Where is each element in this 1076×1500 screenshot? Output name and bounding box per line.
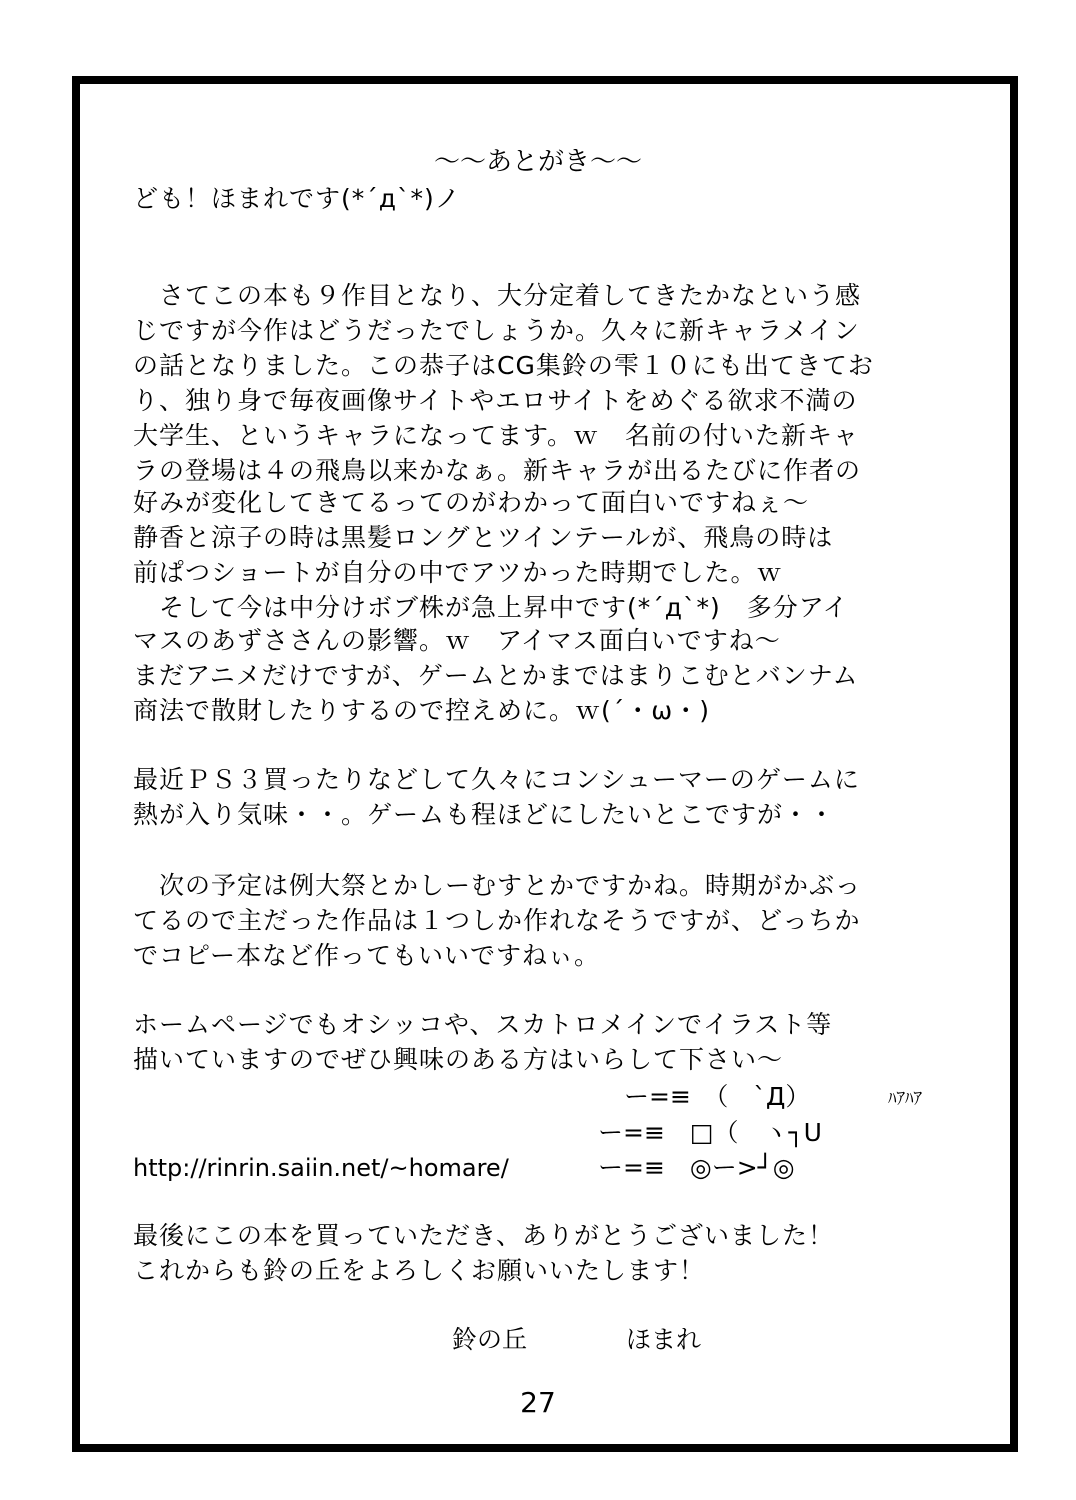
afterword-title: ～～あとがき～～ [433,147,642,177]
paragraph-6-line-2: これからも鈴の丘をよろしくお願いいたします！ [133,1256,706,1285]
paragraph-2-line-13: 商法で散財したりするので控えめに。ｗ(´・ω・) [133,696,710,725]
paragraph-2-line-9: 前ぱつショートが自分の中でアツかった時期でした。ｗ [133,558,783,587]
signature-circle-name: 鈴の丘 [452,1325,528,1354]
paragraph-4-line-1: 次の予定は例大祭とかしーむすとかですかね。時期がかぶっ [133,871,862,900]
ascii-art-line-2: ー=≡ □（ ヽ┐U [598,1118,822,1147]
paragraph-2-line-5: 大学生、というキャラになってます。ｗ 名前の付いた新キャ [133,421,860,450]
greeting-line: ども！ほまれです(*´д`*)ノ [133,184,461,213]
paragraph-2-line-1: さてこの本も９作目となり、大分定着してきたかなという感 [133,281,862,310]
paragraph-2-line-10: そして今は中分けボブ株が急上昇中です(*´д`*) 多分アイ [133,593,849,622]
paragraph-2-line-2: じですが今作はどうだったでしょうか。久々に新キャラメイン [133,316,860,345]
ascii-art-line-1: ー=≡ （ `Д） [624,1082,811,1111]
paragraph-2-line-7: 好みが変化してきてるってのがわかって面白いですねぇ～ [133,488,810,517]
paragraph-2-line-3: の話となりました。この恭子はCG集鈴の雫１０にも出てきてお [133,351,874,380]
paragraph-2-line-11: マスのあずささんの影響。ｗ アイマス面白いですね～ [133,626,781,655]
paragraph-4-line-3: でコピー本など作ってもいいですねぃ。 [133,941,601,970]
ascii-art-panting-text: ﾊｱﾊｱ [888,1089,922,1109]
paragraph-3-line-1: 最近ＰＳ３買ったりなどして久々にコンシューマーのゲームに [133,765,860,794]
paragraph-4-line-2: てるので主だった作品は１つしか作れなそうですが、どっちか [133,906,861,935]
paragraph-2-line-12: まだアニメだけですが、ゲームとかまではまりこむとバンナム [133,661,859,690]
paragraph-6-line-1: 最後にこの本を買っていただき、ありがとうございました！ [133,1221,835,1250]
homepage-url: http://rinrin.saiin.net/~homare/ [133,1154,509,1182]
signature-author-name: ほまれ [626,1325,702,1354]
paragraph-5-line-2: 描いていますのでぜひ興味のある方はいらして下さい～ [133,1045,784,1074]
paragraph-3-line-2: 熱が入り気味・・。ゲームも程ほどにしたいとこですが・・ [133,800,836,829]
paragraph-2-line-4: り、独り身で毎夜画像サイトやエロサイトをめぐる欲求不満の [133,386,858,415]
page-number: 27 [520,1386,556,1419]
paragraph-2-line-8: 静香と涼子の時は黒髪ロングとツインテールが、飛鳥の時は [133,523,834,552]
paragraph-5-line-1: ホームページでもオシッコや、スカトロメインでイラスト等 [133,1010,833,1039]
ascii-art-line-3: ー=≡ ◎ー>┘◎ [598,1153,795,1182]
paragraph-2-line-6: ラの登場は４の飛鳥以来かなぁ。新キャラが出るたびに作者の [133,456,862,485]
